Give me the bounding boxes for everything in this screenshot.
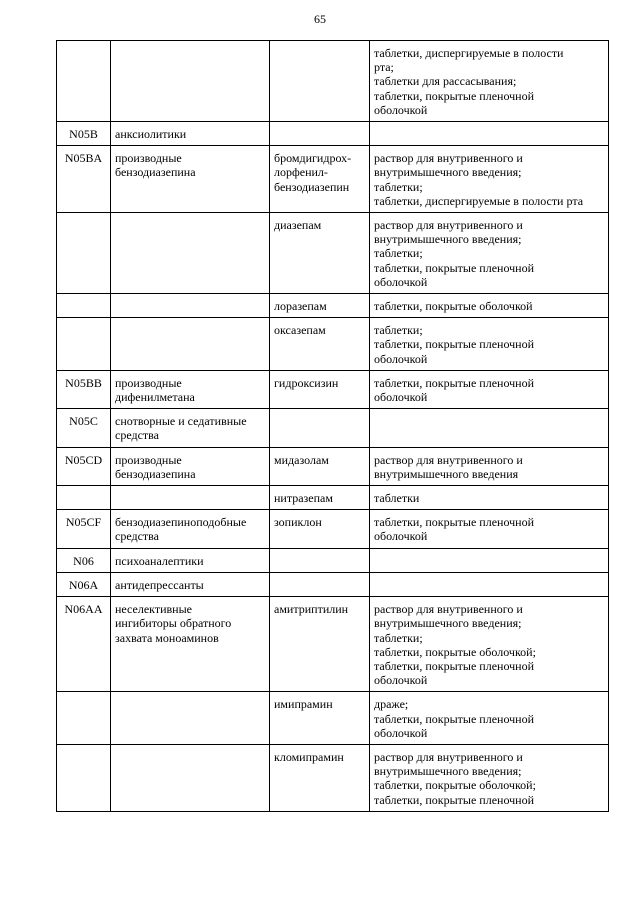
substance-cell	[270, 318, 370, 371]
substance-cell-text: кломипрамин	[274, 749, 344, 764]
dosage-form-cell	[370, 318, 609, 371]
dosage-form-cell	[370, 510, 609, 548]
atc-code-cell	[57, 318, 111, 371]
dosage-form-cell	[370, 744, 609, 811]
substance-cell-text: бромдигидрох- лорфенил- бензодиазепин	[274, 151, 352, 194]
table-row	[57, 146, 609, 213]
group-name-cell	[111, 213, 270, 294]
substance-cell-text: оксазепам	[274, 323, 326, 338]
dosage-form-cell-text: раствор для внутривенного и внутримышечного введения; таблетки; таблетки, диспергируемые в полости рта	[374, 151, 584, 208]
atc-code-cell	[57, 409, 111, 447]
atc-code-cell-text: N05BB	[65, 375, 102, 390]
substance-cell	[270, 294, 370, 318]
substance-cell	[270, 692, 370, 745]
table-row	[57, 597, 609, 692]
dosage-form-cell-text: раствор для внутривенного и внутримышечного введения	[374, 452, 523, 481]
dosage-form-cell	[370, 548, 609, 572]
group-name-cell-text: снотворные и седативные средства	[115, 414, 247, 443]
table-row	[57, 409, 609, 447]
dosage-form-cell-text: таблетки, покрытые пленочной оболочкой	[374, 375, 535, 405]
atc-code-cell	[57, 294, 111, 318]
dosage-form-cell	[370, 447, 609, 485]
group-name-cell	[111, 146, 270, 213]
group-name-cell-text: производные бензодиазепина	[115, 452, 196, 481]
group-name-cell-text: производные бензодиазепина	[115, 151, 196, 180]
group-name-cell	[111, 744, 270, 811]
substance-cell	[270, 447, 370, 485]
table-row	[57, 122, 609, 146]
atc-code-cell-text: N06A	[68, 577, 99, 592]
substance-cell	[270, 597, 370, 692]
substance-cell	[270, 409, 370, 447]
atc-code-cell	[57, 213, 111, 294]
substance-cell-text: имипрамин	[274, 697, 333, 712]
group-name-cell-text: бензодиазепиноподобные средства	[115, 515, 247, 544]
dosage-form-cell-text: раствор для внутривенного и внутримышечного введения; таблетки; таблетки, покрытые пленочной оболочкой	[374, 218, 535, 289]
table-row	[57, 294, 609, 318]
table-row	[57, 447, 609, 485]
substance-cell-text: нитразепам	[274, 491, 333, 506]
substance-cell-text: мидазолам	[274, 452, 329, 467]
group-name-cell	[111, 370, 270, 408]
atc-code-cell	[57, 370, 111, 408]
dosage-form-cell	[370, 597, 609, 692]
group-name-cell	[111, 409, 270, 447]
dosage-form-cell-text: таблетки, покрытые пленочной оболочкой	[374, 515, 535, 544]
dosage-form-cell-text: таблетки	[374, 491, 420, 506]
group-name-cell	[111, 41, 270, 122]
dosage-form-cell	[370, 409, 609, 447]
dosage-form-cell-text: таблетки; таблетки, покрытые пленочной оболочкой	[374, 323, 535, 366]
table-row	[57, 318, 609, 371]
substance-cell	[270, 213, 370, 294]
table-row	[57, 213, 609, 294]
dosage-form-cell	[370, 294, 609, 318]
page-number: 65	[314, 12, 326, 26]
dosage-form-cell-text: таблетки, покрытые оболочкой	[374, 299, 533, 314]
substance-cell	[270, 548, 370, 572]
table-row	[57, 510, 609, 548]
group-name-cell-text: психоаналептики	[115, 553, 204, 568]
dosage-form-cell	[370, 370, 609, 408]
dosage-form-cell-text: раствор для внутривенного и внутримышечного введения; таблетки, покрытые оболочкой; таблетки, покрытые пленочной	[374, 749, 536, 807]
atc-code-cell-text: N05BA	[64, 151, 103, 166]
substance-cell	[270, 146, 370, 213]
atc-code-cell	[57, 146, 111, 213]
group-name-cell-text: производные дифенилметана	[115, 375, 195, 405]
group-name-cell	[111, 510, 270, 548]
table-row	[57, 370, 609, 408]
group-name-cell	[111, 122, 270, 146]
dosage-form-cell	[370, 692, 609, 745]
group-name-cell	[111, 294, 270, 318]
table-row	[57, 692, 609, 745]
substance-cell	[270, 510, 370, 548]
dosage-form-cell	[370, 146, 609, 213]
atc-code-cell	[57, 122, 111, 146]
atc-code-cell-text: N06	[73, 553, 94, 568]
dosage-form-cell-text: раствор для внутривенного и внутримышечного введения; таблетки; таблетки, покрытые оболочкой; таблетки, покрытые пленочной оболочкой	[374, 602, 536, 688]
substance-cell	[270, 122, 370, 146]
atc-code-cell-text: N05CD	[64, 452, 103, 467]
group-name-cell	[111, 548, 270, 572]
table-row	[57, 41, 609, 122]
atc-code-cell	[57, 572, 111, 596]
table-body	[57, 41, 609, 812]
table-row	[57, 548, 609, 572]
substance-cell	[270, 572, 370, 596]
dosage-form-cell-text: драже; таблетки, покрытые пленочной оболочкой	[374, 697, 535, 740]
atc-code-cell-text: N05B	[69, 127, 98, 142]
dosage-form-cell	[370, 572, 609, 596]
table-row	[57, 572, 609, 596]
group-name-cell-text: неселективные ингибиторы обратного захвата моноаминов	[115, 602, 232, 645]
atc-code-cell	[57, 447, 111, 485]
table-row	[57, 744, 609, 811]
group-name-cell	[111, 318, 270, 371]
substance-cell-text: зопиклон	[274, 515, 322, 530]
group-name-cell-text: антидепрессанты	[115, 577, 204, 592]
substance-cell	[270, 370, 370, 408]
atc-code-cell-text: N05C	[69, 414, 98, 429]
drug-classification-table	[56, 40, 609, 812]
group-name-cell	[111, 447, 270, 485]
group-name-cell	[111, 572, 270, 596]
substance-cell	[270, 486, 370, 510]
atc-code-cell	[57, 510, 111, 548]
substance-cell-text: амитриптилин	[274, 602, 349, 617]
dosage-form-cell-text: таблетки, диспергируемые в полости рта; таблетки для рассасывания; таблетки, покрытые пленочной оболочкой	[374, 46, 564, 117]
substance-cell	[270, 744, 370, 811]
atc-code-cell	[57, 597, 111, 692]
substance-cell-text: лоразепам	[274, 299, 327, 314]
substance-cell-text: гидроксизин	[274, 375, 339, 390]
group-name-cell	[111, 486, 270, 510]
atc-code-cell	[57, 548, 111, 572]
atc-code-cell	[57, 41, 111, 122]
dosage-form-cell	[370, 41, 609, 122]
atc-code-cell-text: N06AA	[64, 602, 103, 617]
substance-cell-text: диазепам	[274, 218, 322, 233]
group-name-cell	[111, 692, 270, 745]
dosage-form-cell	[370, 122, 609, 146]
group-name-cell	[111, 597, 270, 692]
atc-code-cell	[57, 744, 111, 811]
group-name-cell-text: анксиолитики	[115, 127, 187, 142]
dosage-form-cell	[370, 213, 609, 294]
atc-code-cell	[57, 486, 111, 510]
table-row	[57, 486, 609, 510]
atc-code-cell	[57, 692, 111, 745]
atc-code-cell-text: N05CF	[65, 515, 102, 530]
substance-cell	[270, 41, 370, 122]
dosage-form-cell	[370, 486, 609, 510]
